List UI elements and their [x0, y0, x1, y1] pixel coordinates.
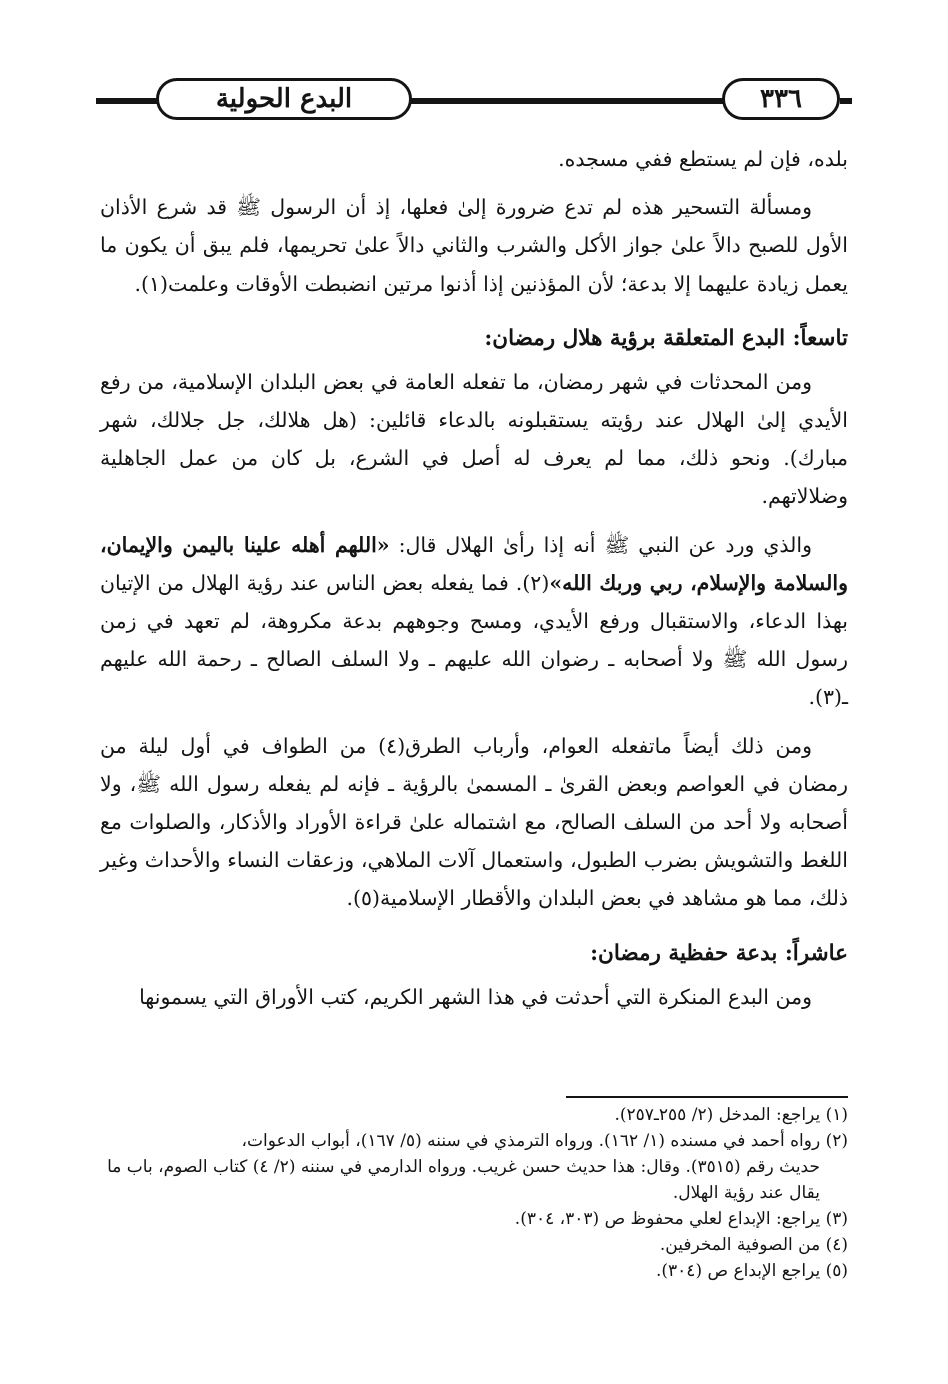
footnote-3: (٣) يراجع: الإبداع لعلي محفوظ ص (٣٠٣، ٣٠٤).	[514, 1209, 848, 1229]
page-number: ٣٣٦	[722, 78, 840, 120]
hadith-intro: والذي ورد عن النبي ﷺ أنه إذا رأىٰ الهلال قال:	[389, 532, 812, 557]
running-title: البدع الحولية	[156, 78, 412, 120]
footnote-1: (١) يراجع: المدخل (٢/ ٢٥٥ـ٢٥٧).	[614, 1105, 848, 1125]
paragraph-continuation: بلده، فإن لم يستطع ففي مسجده.	[558, 147, 848, 171]
footnote-separator	[566, 1096, 848, 1098]
section-heading-ninth: تاسعاً: البدع المتعلقة برؤية هلال رمضان:	[484, 325, 848, 351]
footnote-5: (٥) يراجع الإبداع ص (٣٠٤).	[656, 1261, 848, 1281]
hadith-quote: «اللهم أهله علينا باليمن والإيمان، والسلامة والإسلام، ربي وربك الله»	[100, 532, 848, 595]
main-text	[100, 140, 848, 1016]
page-header	[96, 76, 852, 126]
paragraph-hadith	[100, 526, 848, 717]
paragraph-tasheer: ومسألة التسحير هذه لم تدع ضرورة إلىٰ فعلها، إذ أن الرسول ﷺ قد شرع الأذان الأول للصبح دالاً علىٰ جواز الأكل والشرب والثاني دالاً علىٰ تحريمها، فلم يبق أن يكون ما يعمل زيادة عليهما إلا بدعة؛ لأن المؤذنين إذا أذنوا مرتين انضبطت الأوقات وعلمت(١).	[100, 195, 848, 296]
header-rule-right	[840, 98, 852, 104]
paragraph-tawaf: ومن ذلك أيضاً ماتفعله العوام، وأرباب الطرق(٤) من الطواف في أول ليلة من رمضان في العواصم وبعض القرىٰ ـ المسمىٰ بالرؤية ـ فإنه لم يفعله رسول الله ﷺ، ولا أصحابه ولا أحد من السلف الصالح، مع اشتماله علىٰ قراءة الأوراد والأذكار، والصلوات مع اللغط والتشويش بضرب الطبول، واستعمال آلات الملاهي، وزعقات النساء والأحداث وغير ذلك، مما هو مشاهد في بعض البلدان والأقطار الإسلامية(٥).	[100, 733, 848, 911]
footnote-4: (٤) من الصوفية المخرفين.	[659, 1235, 848, 1255]
paragraph-hafziya: ومن البدع المنكرة التي أحدثت في هذا الشهر الكريم، كتب الأوراق التي يسمونها	[139, 984, 812, 1009]
footnote-2-continuation: حديث رقم (٣٥١٥). وقال: هذا حديث حسن غريب. ورواه الدارمي في سننه (٢/ ٤) كتاب الصوم، باب ما يقال عند رؤية الهلال.	[107, 1157, 820, 1203]
footnotes	[100, 1102, 848, 1284]
footnote-2: (٢) رواه أحمد في مسنده (١/ ١٦٢). ورواه الترمذي في سننه (٥/ ١٦٧)، أبواب الدعوات،	[241, 1131, 848, 1151]
hadith-continuation: (٢). فما يفعله بعض الناس عند رؤية الهلال من الإتيان بهذا الدعاء، والاستقبال ورفع الأيدي، ومسح وجوههم بدعة مكروهة، لم تعهد في زمن رسول الله ﷺ ولا أصحابه ـ رضوان الله عليهم ـ ولا السلف الصالح ـ رحمة الله عليهم ـ(٣).	[100, 570, 848, 710]
section-heading-tenth: عاشراً: بدعة حفظية رمضان:	[590, 940, 848, 966]
paragraph-muhdathat: ومن المحدثات في شهر رمضان، ما تفعله العامة في بعض البلدان الإسلامية، من رفع الأيدي إلىٰ الهلال عند رؤيته يستقبلونه بالدعاء قائلين: (هل هلالك، جل جلالك، شهر مبارك). ونحو ذلك، مما لم يعرف له أصل في الشرع، بل كان من عمل الجاهلية وضلالاتهم.	[100, 369, 848, 509]
